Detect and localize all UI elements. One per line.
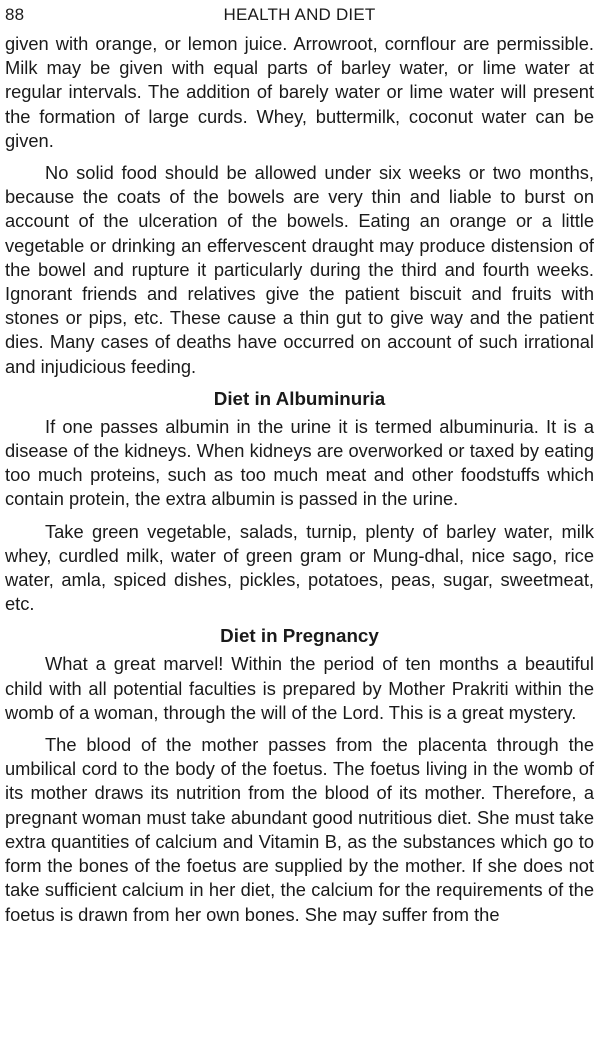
paragraph-albuminuria-definition: If one passes albumin in the urine it is termed albuminuria. It is a disease of the kidneys. When kidneys are overworked or taxed by eating too much proteins, such as too much meat and other foodstuffs which contain protein, the extra albumin is passed in the urine.: [5, 415, 594, 510]
paragraph-albuminuria-diet: Take green vegetable, salads, turnip, plenty of barley water, milk whey, curdled milk, water of green gram or Mung-dhal, nice sago, rice water, amla, spiced dishes, pickles, potatoes, peas, sugar, sweetmeat, etc.: [5, 520, 594, 615]
book-title: HEALTH AND DIET: [223, 5, 376, 24]
paragraph-solid-food: No solid food should be allowed under six weeks or two months, because the coats of the bowels are very thin and liable to burst on account of the ulceration of the bowels. Eating an orange or a little vegetable or drinking an effervescent draught may produce distension of the bowel and rupture it particularly during the third and fourth weeks. Ignorant friends and relatives give the patient biscuit and fruits with stones or pips, etc. These cause a thin gut to give way and the patient dies. Many cases of deaths have occurred on account of such irrational and injudicious feeding.: [5, 162, 594, 377]
paragraph-pregnancy-nutrition: The blood of the mother passes from the placenta through the umbilical cord to the body of the foetus. The foetus living in the womb of its mother draws its nutrition from the blood of its mother. Therefore, a pregnant woman must take abundant good nutritious diet. She must take extra quantities of calcium and Vitamin B, as the substances which go to form the bones of the foetus are supplied by the mother. If she does not take sufficient calcium in her diet, the calcium for the requirements of the foetus is drawn from her own bones. She may suffer from the: [5, 734, 594, 925]
paragraph-continued: given with orange, or lemon juice. Arrowroot, cornflour are permissible. Milk may be given with equal parts of barley water, or lime water at regular intervals. The addition of barely water or lime water will present the formation of large curds. Whey, buttermilk, coconut water can be given.: [5, 33, 594, 151]
page-number: 88: [5, 5, 25, 24]
page-body: [5, 32, 594, 927]
running-header: [5, 0, 594, 30]
section-heading-albuminuria: Diet in Albuminuria: [213, 387, 386, 409]
paragraph-pregnancy-marvel: What a great marvel! Within the period of ten months a beautiful child with all potential faculties is prepared by Mother Prakriti within the womb of a woman, through the will of the Lord. This is a great mystery.: [5, 653, 594, 723]
section-heading-pregnancy: Diet in Pregnancy: [220, 625, 379, 647]
